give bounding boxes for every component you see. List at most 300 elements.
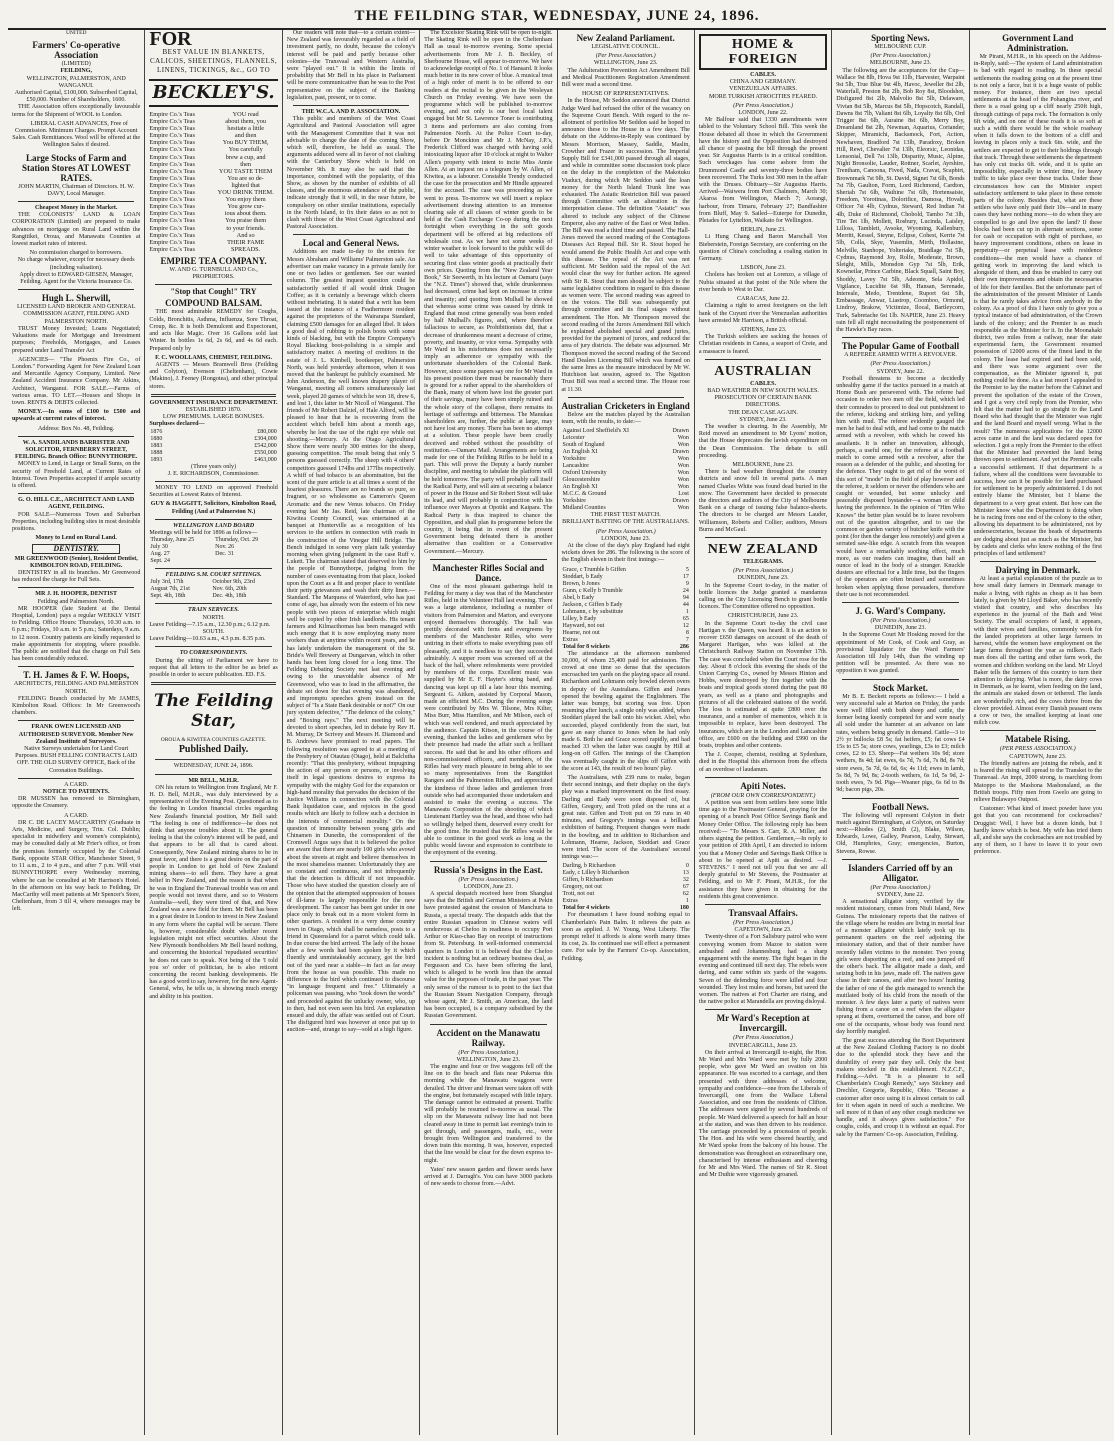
australia-score-row-cell: 67 (682, 884, 689, 891)
fb-notes-title: Football News. (871, 801, 929, 812)
australia-score-row-cell: 62 (682, 891, 689, 898)
card-2: A CARD. (64, 812, 89, 819)
farmers-capital: Authorised Capital, £100,000. Subscribed Capital, £50,000. Number of Shareholders, 1600. (14, 90, 138, 104)
empire-block (149, 111, 277, 253)
cricket-row-cell: Won (677, 484, 689, 491)
published-daily: Published Daily. (178, 744, 249, 756)
wlb-body: Meetings will be held for 1896 as follows— (149, 529, 258, 536)
govt-agent: J. E. RICHARDSON, Commissioner. (167, 470, 260, 477)
prosecution: PROSECUTION OF CERTAIN BANK DIRECTORS. (714, 395, 812, 409)
stevens-death: The J. Cooper, chemist, residing at Sydenham, died in the Hospital this afternoon from the effects of an overdose of laudanum. (698, 752, 828, 773)
england-score-row-cell: 65 (682, 615, 689, 622)
ward-reception-assoc: (Per Press Association.) (733, 1034, 794, 1042)
cricket-row (562, 456, 690, 463)
test-assoc: (Per Press Association.) (595, 527, 656, 535)
lisbon: LISBON, June 23. (740, 265, 786, 272)
chairman: JOHN MARTIN, Chairman of Directors. H. W. DAVY, Local Manager. (18, 183, 135, 197)
surplus-row-cell: £463,000 (254, 456, 277, 463)
england-score-row-cell: 7 (685, 636, 689, 643)
wlb-row-cell: Dec. 31 (215, 551, 234, 558)
ward-co-assoc: (Per Press Association.) (870, 617, 931, 625)
australia-score-row-cell: Giffen, b Richardson (562, 877, 613, 884)
test-total-label: Total for 8 wickets (562, 643, 610, 650)
cricket-row-cell: Yorkshire (562, 456, 586, 463)
money-rural: Money to Lend on Rural Land. (35, 535, 117, 542)
columns (8, 30, 1106, 1435)
column-5 (558, 30, 695, 1435)
money-lend: MONEY to Lend, in Large or Small Sums, on the security of Freehold Land, at Current Rates of Interest. Town Properties accepted if ample security is offered. (12, 461, 141, 489)
matabele-title: Matabele Rising. (1005, 734, 1071, 745)
best-value: BEST VALUE IN BLANKETS, CALICOS, SHEETINGS, FLANNELS, LINENS, TICKINGS, &c., GO TO (150, 48, 278, 74)
cricket-row (562, 477, 690, 484)
empire-tea-line: Empire Co.'s Teas (149, 160, 195, 168)
nzt-title: NEW ZEALAND (707, 541, 819, 557)
empire-tea-line: Empire Co.'s Teas (149, 224, 195, 232)
wlb-row-cell: Thursday, June 25 (150, 537, 195, 544)
england-score-row-cell: 8 (685, 629, 689, 636)
legco-title: LEGISLATIVE COUNCIL. (591, 44, 661, 50)
england-score-row-cell: Hearne, not out (562, 629, 600, 636)
hf-title: HOME & FOREIGN (699, 34, 827, 70)
england-score-row (562, 637, 690, 644)
trust-money: TRUST Money Invested; Loans Negotiated; Valuations made for Mortgage and Investment purposes; Freeholds, Mortgages, and Leases prepared under Land Transfer Act (12, 325, 141, 354)
aussie-total-value: 180 (679, 905, 689, 912)
rifles-title: Manchester Rifles Social and Dance. (432, 562, 545, 583)
surplus-row-cell: 1876 (150, 428, 163, 435)
referee: A REFEREE ARMED WITH A REVOLVER. (844, 352, 957, 359)
cricket-row-cell: Won (677, 463, 689, 470)
berlin-body: Li Hung Chang and Baron Marschall Von Bieberstein, Foreign Secretary, are conferring on the question of China's concluding a coaling station in Germany. (698, 234, 828, 263)
athens-body: The Turkish soldiers are sacking the houses of Christian residents in Canea, a seaport of Crete, and a massacre is feared. (698, 334, 828, 355)
turnbull: W. AND G. TURNBULL AND Co., PROPRIETORS. (169, 266, 258, 281)
farmers-places: WELLINGTON, PALMERSTON, AND WANGANUI. (26, 75, 126, 89)
transvaal-body: Twenty-three of a Fort Salisbury patrol who were conveying women from Mazoe to station were ambushed and Johannesburg had a sharp engagement with the enemy. The fight began in the evening and continued till next day. The rebels were daring, and came within six yards of the wagons. Seven of the defending force were killed and four wounded. They lost mules and horses, but saved the women. The natives at Fort Charter are rising, and the native police at Marandella are proving disloyal. (698, 934, 828, 1006)
house-body: In the House, Mr Seddon announced that District Judge Ward had refused the offer of the vacancy on the Supreme Court Bench. With regard to the re-allotment of portfolios Mr Seddon said he hoped to announce these to the House in a few days. The debate on the Address-in-Reply was continued by Messrs Morrison, Massey, Saddle, Maslin, Crowther and Frazer in succession. The Imperial Supply Bill for £341,000 passed through all stages, and while in committee some discussion took place on the delay in the completion of the Makotuku Viaduct, during which Mr Seddon said the loan money for the North Island Trunk line was exhausted. The Asiatic Restriction Bill was passed through Committee with an alteration in the interpretation clause. The definition "Asiatic" was altered to include any subject of the Chinese Emperor, also any native of the East or West Indies. The Bill was read a third time and passed. The Hall-Jones moved the second reading of the Contagious Diseases Act Repeal Bill. Sir R. Stout hoped he would amend the Public Health Act and cope with this disease. The repeal of the Act was not sufficient. Mr Seddon said the repeal of the Act would clear the way for further action. He agreed with Sir R. Stout that men should be subject to the same legislative conditions in regard to this disease as women were. The second reading was agreed to on the voices. The Bill was subsequently put through committee and its final stages without amendment. The Hon. Mr Thompson moved the second reading of the Jurors Amendment Bill which he explained abolished special and grand juries, provided for the payment of jurors, and reduced the area of jury districts. The debate was adjourned. Mr Thompson moved the second reading of the Second Hand Dealers Licensing Bill which was framed on the same lines as the measure introduced by Mr W. Hutchison last session, agreed to. The Ngatiton Trust Bill was read a second time. The House rose at 11.30. (561, 98, 690, 393)
attendance: The attendance at the afternoon numbered 30,000, of whom 25,400 paid for admission. The crowd at one time so dense that the spectators encroached ten yards on the playing space all round. Richardson and Lohmann only bowled eleven overs in deputy of the Australians. Giffen and Jones opened the bowling against the Englishmen. The latter was bumpy, but scoring was free. Upon resuming after lunch, a single only was added, when Stoddart played the ball onto his wicket. Abel, who succeeded, played confidently from the start, but gave an easy chance to Jones when he had only made 6. Both he and Grace scored rapidly, and had reached 33 when the latter was caught by Hill at long-on off Giffen. The innings of the Champion was eventually caught in the slips off Giffen with the score at 143, the result of two hours' play. (561, 650, 690, 772)
cricket-row (562, 505, 690, 512)
empire-side-text: then (240, 160, 252, 168)
govt-land-title: Government Land Administration. (1002, 33, 1074, 53)
australia-score-row-cell: Extras (562, 898, 578, 905)
cricket-row (562, 428, 690, 435)
court-row-cell: Dec. 4th, 18th (212, 593, 247, 600)
court-row (149, 586, 277, 593)
england-score-row-cell: Jackson, c Giffen b Eady (562, 601, 623, 608)
australia-score-row-cell: 13 (682, 870, 689, 877)
woollams: F. C. WOOLLAMS, CHEMIST, FEILDING. (155, 354, 272, 361)
australia-score-row-cell: Darling, b Richardson (562, 863, 616, 870)
farmers-label: UNITED (65, 30, 87, 36)
apply-direct: Apply direct to EDWARD GIESEN, Manager, Feilding. Agent for the Victoria Insurance Co. (19, 271, 134, 286)
aussie-total-label: Total for 4 wickets (562, 905, 610, 912)
court-title: FEILDING S.M. COURT SITTINGS. (165, 572, 262, 579)
corr-body: During the sitting of Parliament we have to request that all letters to the editor be as brief as possible in order to secure publication. ED. F.S. (149, 657, 278, 678)
sporting-title: Sporting News. (871, 33, 930, 43)
bad-weather: BAD WEATHER IN NEW SOUTH WALES. (707, 387, 819, 394)
colonist-body: THE COLONISTS' LAND & LOAN CORPORATION (Limited) are prepared to make advances on mortgage on Rural Land within the Rangitikei, Oroua, and Manawatu Counties at lowest market rates of interest. (12, 212, 141, 248)
surplus-row-cell: 1893 (150, 456, 163, 463)
empire-tea-line: Empire Co.'s Teas (149, 217, 195, 225)
cricket-row (562, 442, 690, 449)
england-score-row (562, 581, 690, 588)
masthead: THE FEILDING STAR, WEDNESDAY, JUNE 24, 1896. (8, 6, 1106, 30)
england-score-row-cell: 44 (682, 601, 689, 608)
empire-side-text: You grow cur- (227, 203, 264, 211)
empire-tea-line: Empire Co.'s Teas (149, 167, 195, 175)
column-2 (145, 30, 282, 1435)
empire-side-text: You enjoy them (225, 196, 266, 204)
christchurch-place: CHRISTCHURCH, June 23. (727, 613, 799, 620)
hf-place: LONDON, June 22. (738, 110, 788, 117)
empire-lines (149, 111, 213, 253)
farmers-place: FEILDING, (60, 68, 93, 75)
train-north-body: Leave Feilding—7.15 a.m., 12.30 p.m.; 6.12 p.m. (149, 621, 271, 628)
aus-cables: CABLES. (750, 380, 777, 387)
england-score-row (562, 630, 690, 637)
ward-co-place: DUNEDIN, June 23. (874, 625, 926, 632)
surplus-table (149, 429, 277, 464)
england-score-row-cell: Extras (562, 636, 578, 643)
beckleys-title: BECKLEY'S. (149, 79, 277, 107)
court-row (149, 579, 277, 586)
wlb-row-cell: July 30 (150, 544, 168, 551)
sunlight-advt: The great success attending the Boot Department at the New Zealand Clothing Factory is no doubt due to the splendid stock they have and the durability of every pair they sell. Only the best makers stocked in this establishment. N.Z.C.F., Feilding.—Advt. "It is a pleasure to sell Chamberlain's Cough Remedy," says Stickney and Drechler, Gregorie, Republic, Ohio. "Because a customer after once using it is almost certain to call for it when again in need of such a medicine. We sell more of it than of any other cough medicine we handle, and it always gives satisfaction." For coughs, colds, and croup it is without an equal. For sale by the Farmers' Co-op. Association, Feilding. (836, 1037, 965, 1138)
issue-date: WEDNESDAY, JUNE 24, 1896. (173, 763, 254, 770)
england-score-row-cell: Brown, b Jones (562, 580, 600, 587)
england-score-row-cell: 94 (682, 594, 689, 601)
dunedin-body: In the Supreme Court to-day, in the matter of bottle licences the Judge granted a mandamus calling on the City Licensing Bench to grant bottle licences. The Committee offered no opposition. (698, 582, 828, 611)
empire-side-text: YOU TASTE THEM (218, 167, 273, 175)
nzt-assoc: (Per Press Association.) (733, 567, 794, 575)
cricket-row-cell: Won (677, 456, 689, 463)
empire-side-text: lighted that (231, 181, 260, 189)
stop-cough: "Stop that Cough!" TRY (170, 287, 257, 297)
train-south-body: Leave Feilding—10.63 a.m., 4.3 p.m. 8.35 p.m. (149, 636, 266, 643)
australia-score-row (562, 891, 690, 898)
court-row (149, 593, 277, 600)
sydney-place: SYDNEY, June 23. (739, 416, 787, 423)
england-score-row-cell: 12 (682, 622, 689, 629)
cricket-row-cell: South of England (562, 442, 605, 449)
dentistry-label: DENTISTRY. (32, 544, 120, 553)
empire-tea-line: Empire Co.'s Teas (149, 231, 195, 239)
wlb-row-cell: Aug. 27 (150, 551, 170, 558)
islanders-title: Islanders Carried off by an Alligator. (848, 862, 953, 883)
cricket-row (562, 449, 690, 456)
test-total-value: 286 (679, 643, 689, 650)
weather-body: The weather is clearing. In the Assembly, Mr Reid moved an amendment to Mr Lyons' motion, that the House deprecates the lavish expenditure on the Dean Commission. The debate is still proceeding. (698, 423, 828, 459)
empire-tea-line: Empire Co.'s Teas (149, 132, 195, 140)
england-score-row-cell: Grace, c Trumble b Giffen (562, 566, 626, 573)
empire-tea-line: Empire Co.'s Teas (149, 174, 195, 182)
sherwill-title: Hugh L. Sherwill, (41, 293, 111, 304)
cricket-row (562, 470, 690, 477)
england-score-row (562, 609, 690, 616)
cricket-row-cell: An English XI (562, 484, 598, 491)
ward-reception-body: On their arrival at Invercargill to-night, the Hon. Mr Ward and Mrs Ward were met by fully 2000 people, who gave Mr Ward an ovation on his appearance. He was escorted to a carriage, and then presented with three addresses of welcome, sympathy and confidence—one from the Liberals of Invercargill, one from the Wallace Liberal Association, and one from the residents of Clifton. The addresses were signed by several hundreds of people. Mr Ward delivered a speech for half an hour at the station, and was then driven to his residence. The carriage proceeded by a procession of people. The Hon. and his wife were cheered heartily, and Mr Ward spoke from the balcony of his house. The demonstration was throughout an extraordinary one, characterised by intense enthusiasm and cheering for Mr and Mrs Ward. The names of Sir R. Stout and Mr Duthie were vigorously groaned. (698, 1049, 828, 1179)
hf-body: Mr Balfour said that 1330 amendments were tabled to the Voluntary School Bill. This week the House debated all those in which the Government have the history and the Opposition had destroyed all chance of passing the bill through the present year. Sir Augustus Harris is in a critical condition. Such wreckages has come ashore from the Drummond Castle and seventy-three bodies have been recovered. The Turks lost 300 men in the affair with the Druses. Obituary—Sir Augustus Harris. Arrived—Waiwera from Port Chalmers, March 30; Akaroa from Wellington, March 7; Aorangi, harbour, from Timaru, February 27; Bandfashire from Bluff, May 9. Sailed—Euterpe for Dunedin, Pleiades for Lyttelton, Waikato for Wellington. (698, 117, 828, 225)
cricket-intro: Below are the matches played by the Australian team, with the results, to date:— (561, 411, 690, 425)
cricket-row (562, 491, 690, 498)
guy-haggitt: GUY & HAGGITT, Solicitors, Kimbolton Road, Feilding (And at Palmerston N.) (150, 501, 277, 515)
england-score-row (562, 567, 690, 574)
australia-score-row (562, 884, 690, 891)
test-body: At the close of the day's play England had eight wickets down for 286. The following is the score of the English eleven in their first innings:— (561, 542, 690, 564)
lisbon-body: Cholera has broken out at Lorenzo, a village of Nubia situated at that point of the Nile where the river bends to West to Dar. (698, 272, 828, 293)
cricket-row-cell: Won (677, 435, 689, 442)
venezuelan: VENEZUELAN AFFAIRS. (729, 86, 798, 93)
house-title: HOUSE OF REPRESENTATIVES. (582, 91, 670, 98)
empire-side-text: and then (234, 132, 257, 140)
govt-land-body: Mr Pirani, M.H.R., in his speech on the Address-in-Reply, said:—The system of Land administration is bad with regard to roading. In these special settlements the roading going on at the present time is not only a farce, but it is a huge waste of public money. For instance, there are two special settlements at the head of the Pohangina river, and there is a road going up a cliff nearly 250ft high, through cuttings of papa rock. The formation is only 6ft wide, and on one of these roads it is so soft at such a width there would be the whole roadway when it falls down to the bottom of a cliff and leaving in places only a track 6in. wide, and the settlers are expected to get to their holdings through that track. Through these settlements the department has only cut tracks 6ft. wide, and it is quite an impossibility, especially in winter time, for heavy traffic to take place over these tracks. Under these circumstances how can the Minister expect satisfactory settlement to take place in these remote parts of the colony. Besides that, what are these settlers who have only paid their 10s—and in many cases they have nothing more—to do when they are compelled to go and live upon the land? If these blocks had been cut up in alternate sections, some for cash or occupation with right of purchase, so heavy improvement conditions, others on lease in perpetuity—or perpetual lease with residence conditions—the men would have a chance of getting work in improving the land which is alongside of them, and thus be enabled to carry out their own improvements and obtain the necessaries of life for their families. But the unfortunate part of the administration of the present Minister of Lands is that he rarely takes advice from anybody in the colony. As a proof of this I have only to give you a typical instance of bad administration, of the Crown lands of the colony; and the Premier is as much responsible as the Minister for it. In the Moonahaki district, two miles from a railway, near the state experimental farm, the Government resumed possession of 12000 acres of the finest land in the colony. The lease had expired and had been sold, and there was some argument over the compensation, as the Minister ignored it, put nothing could be done. As a last resort I appealed to the Premier to lay the matter before the Cabinet and prevent the spoliation of the estate of the Crown, and I got a very civil reply from the Premier, who felt that the matter had to go straight to the Land Board who had thought that the Minister was right and the land Board and myself wrong. What is the result? The numerous applications for the 12000 acres came in and the land was declared open for selection. I got a reply from the Premier to the effect that the Minister had prevented the land being thrown open to settlement. And yet the Premier calls a successful settlement. If that department is a failure, where all the conditions were favourable to success, how can it be possible for land purchased for settlement to be properly administered. I do not entirely blame the Minister, but I blame the department to a very great extent. But how can the Minister know what the Department is doing when he is racing from one end of the colony to the other, allowing his department to be administered, not by undersecretaries, because the heads of departments are dodging about just as much as the Minister, but by cadets and clerks who know nothing of the first principles of land settlement? (973, 54, 1102, 558)
hf-cables: CABLES. (750, 72, 777, 78)
nzt-sub: TELEGRAMS. (742, 558, 784, 565)
court-row-cell: Sept. 4th, 18th (150, 593, 186, 600)
cricket-row-cell: Won (677, 505, 689, 512)
wlb-table (149, 537, 277, 565)
empire-side-text: You carefully (228, 146, 263, 154)
first-test: THE FIRST TEST MATCH. (590, 512, 661, 519)
hooper-body: MR HOOPER (late Student at the Dental Hospital, London) pays a regular WEEKLY VISIT to Feilding. Office Hours: Thursdays, 10.30 a.m. to 6 p.m.; Fridays, 10 a.m. to 5 p.m.; Saturdays, 9 a.m. to 12 noon. Country patients are kindly requested to make appointments for stopping, where possible. The public are notified that the charge on Full Sets has been considerably reduced. (12, 605, 141, 663)
wca-title: THE W.C.A. AND P. ASSOCIATION. (301, 109, 401, 116)
surplus-row-cell: 1888 (150, 449, 163, 456)
empire-side (214, 111, 278, 253)
train-title: TRAIN SERVICES. (188, 607, 240, 614)
australia-score-row-cell: Gregory, not out (562, 884, 602, 891)
cricket-row-cell: Midland Counties (562, 505, 606, 512)
stock-title: Stock Market. (872, 682, 928, 693)
empire-side-text: ious about them. (224, 210, 267, 218)
surplus-row (149, 450, 277, 457)
accident-place: WELLINGTON, June 23. (456, 1056, 521, 1063)
cricket-row-cell: Lancashire (562, 463, 589, 470)
matabele-body: The friendly natives are joining the rebels, and it is feared the rising will spread to the Transkei to the Transvaal. An impi, 2000 strong, is marching from Matoppo to the Mashona Mashonaland, as the British troops. Fifty men from Gwelo are going to relieve Bulawayo Outpost. (973, 760, 1102, 803)
fb-assoc: (Per Press Association.) (870, 360, 931, 368)
cricket-title: Australian Cricketers in England (561, 400, 690, 411)
empire-side-text: to your friends. (226, 224, 265, 232)
cheapest-money: Cheapest Money in the Market. (34, 205, 118, 212)
england-score-row-cell: Stoddart, b Eady (562, 573, 603, 580)
accident-title: Accident on the Manawatu Railway. (436, 1027, 541, 1048)
melbourne-place: MELBOURNE, June 23. (732, 461, 794, 468)
cricket-row-cell: Drawn (672, 449, 689, 456)
australia-score-row-cell: 1 (685, 898, 689, 905)
aus-title: AUSTRALIAN (714, 363, 812, 379)
cricket-row-cell: An English XI (562, 449, 598, 456)
fb-place: SYDNEY, June 22. (876, 368, 925, 375)
cricket-row-cell: Against Lord Sheffield's XI (562, 428, 629, 435)
russia-assoc: (Per Press Association.) (458, 875, 519, 883)
denmark-title: Dairying in Denmark. (995, 565, 1081, 576)
notice-title: NOTICE TO PATIENTS. (42, 789, 110, 796)
england-score-row-cell: Hayward, not out (562, 622, 605, 629)
column-7 (832, 30, 969, 1435)
column-8 (970, 30, 1106, 1435)
ward-reception-title: Mr Ward's Reception at Invercargill. (716, 1013, 810, 1034)
england-score-row-cell: Abel, b Eady (562, 594, 594, 601)
ward-co-body: In the Supreme Court Mr Hosking moved for the appointment of Mr Cook, of Cook and Gray, as provisional liquidator for the Ward Farmers' Association till July 14th, than the winding up petition will be presented. As there was no opposition it was granted. (836, 632, 965, 675)
star-sub: OROUA & KIWITEA COUNTIES GAZETTE. (160, 737, 267, 744)
australia-score-row-cell: Eady, c Lilley b Richardson (562, 870, 630, 877)
england-score-row (562, 595, 690, 602)
accident-body: The engine and four or five waggons fell off the line on to the beach and flats near Pukerua this morning while the Manawatu waggons were derailed. The driver and fireman were taken off with the engine, but fortunately escaped with little injury. The damage cannot be estimated at present. Traffic will probably be resumed to-morrow as usual. The slip on the Manawatu railway line had not been cleared away in time to permit last evening's train to get through, and passengers, mails, etc., were brought from Wellington and transferred to the down train this morning. It was, however, expected that the line would be clear for the down express to-night. (424, 1064, 553, 1164)
legco-place: WELLINGTON, June 23. (593, 60, 658, 67)
surplus-row (149, 436, 277, 443)
surplus-row (149, 443, 277, 450)
invercargill-place: INVERCARGILL, June 23. (728, 1042, 798, 1049)
james-body: ARCHITECTS, FEILDING AND PALMERSTON NORTH. (13, 681, 139, 695)
empire-tea-line: Empire Co.'s Teas (149, 111, 195, 118)
money-to-lend: MONEY TO LEND on approved Freehold Securities at Lowest Rates of Interest. (149, 484, 278, 499)
empire-side-text: THEIR FAME (227, 238, 265, 246)
england-score-table (562, 567, 690, 644)
christchurch-body: In the Supreme Court to-day the civil case Hartigan v. the Queen, was heard. It is an action to recover £650 damages on account of the death of Margaret Hartigan, who was killed at the Christchurch Railway Station on November 17th. The case was concluded when the Court rose for the day. About 8 o'clock this evening the sheds of the Union Carrying Co., owned by Messrs Hinton and Hobbs, were destroyed by fire together with the boats and tropical goods stored during the past 80 years, as well as a piano and photographs and pictures of all the celebrated stations of the world. The loss is estimated at quite £800 over the insurance, and a number of mementos, which it is impossible to replace, have been destroyed. The insurances, which are in the London and Lancashire office, are £600 on the building and £990 on the boats, trophies and other contents. (698, 620, 828, 750)
local-continued: The Excelsior Skating Rink will be open to-night. The Skating Rink will be open in the Cheltenham Hall as usual to-morrow evening. Some special advertisements from Mr J. B. Beckley, of Sherbourne House, will appear to-morrow. We have to acknowledge receipt of No. 1 of Hansard. It looks much better in its new cover of blue. A musical treat of a high order of merit is to be offered to our readers at the recital to be given in the Wesleyan Church on Friday evening. We have seen the programme which will be published to-morrow evening, and not only is our best local talent engaged but Mr St. Lawrence Toner is contributing 3 items and performers are also coming from Palmerston North. At the Police Court to-day, before Dr Monckton and Mr J. McNay, J.P.'s, Frederick Clifford was charged with having sold intoxicating liquor after 10 o'clock at night to Walter Allen's property with intent to incite Miss Annie Allen. At an inquest on a telegram by W. Allen, of Kiwitea, as a labourer. Constable Trendy conducted the case for the prosecution and Mr Hindle appeared for the accused. The case was proceeding as we went to press. To-morrow we will insert a replace advertisement drawing attention to an immense clearing sale of all classes of winter goods to be held at the Cash Exchange Co-op during the next fortnight when everything in the soft goods department will be offered at big reductions off wholesale cost. As we have not some weeks of winter weather to look forward to the public will do well to take advantage of this opportunity of securing first class winter goods at practically their own prices. Quoting from the "New Zealand Year Book," Sir Seewerth, in his lecture at Oamaru (says the "N.Z. Times") showed that, while drunkenness had decreased, crime had kept on increase in crime and insanity; and quoting from Mulhall he showed that whereas some crime was caused by drink in England that most crime generally was been ended by half Mulhall's figures, and, where therefore fallacious to secure, as Prohibitionists did, that a decrease of drunkenness meant a decrease of crime, poverty, and insanity, or vice versa. Sympathy with Mr Ward in his misfortunes does not necessarily imply an adherence or sympathy with the unfortunate shareholders of the Colonial Bank. However, since some papers say one for Mr Ward in his present position there must be reasonably there is ground for a rather appeal to the shareholders of the Bank, many of whom have lost the greater part of their savings, many have been simply ruined and the whole story of the collapse, there remains its heritage of sufferings and bitterness. The Manukau shareholders are, further, the public at large, may not have lost any money. There has been no attempt at a solution. These people have been cruelly deceived and robbed without the possibility of restitution.—Oamaru Mail. Arrangements are being made for one of the Feilding Rifles to be held in a part. This will prove the Deputy a hardy number discipline, and meeting to tabulate the platform will be held tomorrow. The party will probably call itself the Radical Party, and will aim at securing a balance of power in the House and Sir Robert Stout will take its lead, and will probably in conjunction with his influence over Mayors at Opotiki and Kaipara. The Radical Party is thus inspired to chance the Opposition, and shall plan its programme before the country, it being that in event of the present Government being defeated there is another alternative than coalition or a Conservative Government.—Mercury. (424, 30, 553, 555)
empire-tea-line: Empire Co.'s Teas (149, 118, 195, 126)
liberal-advances: LIBERAL CASH ADVANCES, Free of Commission. Minimum Charges. Prompt Account Sales. Cash Remittances. Wool will be offered at the Wellington Sales if desired. (12, 120, 141, 149)
surplus-note: (Three years only) (191, 463, 237, 470)
england-score-row (562, 623, 690, 630)
sandilands: W. A. SANDILANDS BARRISTER AND SOLICITOR, FERNBERRY STREET, FEILDING. Branch Office: BUNNYTHORPE. (14, 439, 138, 461)
bell-title: MR BELL, M.H.R. (188, 777, 239, 784)
england-score-row (562, 588, 690, 595)
rifles-body: One of the most pleasant gatherings held in Feilding for many a day was that of the Manchester Rifles, held in the Volunteer Hall last evening. There was a large attendance, including a number of visitors from Palmerston and Marton, and everyone enjoyed themselves thoroughly. The hall was prettily decorated with ferns and evergreens by members of the Manchester Rifles, who were untiring in their efforts to make everything pass off pleasantly, and it is needless to say they succeeded admirably. A supper room was screened off at the back of the hall, where refreshments were provided by members of the corps. Excellent music was supplied by Mr E. F. Hayter's string band, and dancing was kept up till a late hour this morning. Sergeant G. Aitken, assisted by Corporal Mason, made an efficient M.C. During the evening songs were contributed by Mrs W. Tilsone, Mrs Kilter, Miss Burr, Miss Hamilton, and Mr Milson, each of which was well rendered, and much appreciated by the audience. Captain Kitson, in the course of the evening, thanked the ladies and gentlemen who by their presence had made the affair such a brilliant success. He said that he and his other officers and non-commissioned officers, and members, of the Rifles had very much pleasure in being able to see so many representatives from the Rangitikei Rangers and the Palmerston Rifles, and appreciated the kindness of those ladies and gentlemen from outside who had accompanied those undertaken and assisted to make the evening a success. The Manawatu Corporation of the shooting of which Lieutenant Hartley was the head, and those who had so willingly helped them, deserved every credit for the good time. He trusted that the Rifles would be able to continue in the good work as long as the public would favour and expression to contribute to the enjoyment of the evening. (424, 583, 553, 857)
surplus-row-cell: £80,000 (257, 428, 277, 435)
maccarthy: DR C. DE LACEY MACCARTHY (Graduate in Arts, Medicine, and Surgery, Trin. Col. Dublin; specialist in midwifery and women's complaints), may be consulted daily at Mr Frier's office, or from the premises formerly occupied by the Colonial Bank, opposite STAR Office, Manchester Street, 9 to 11 a.m., 2 to 4 p.m., and after 7 p.m. Will visit BUNNYTHORPE every Wednesday morning, where he can be consulted at Mr Harrison's Hotel. In the afternoon on his way back to Feilding, Dr MacCarthy will meet patients at Mr Spencer's Store, Cheltenham, from 3 till 4, where messages may be left. (12, 819, 141, 913)
wlb-row-cell: Nov. 26 (215, 544, 235, 551)
england-score-row (562, 602, 690, 609)
england-score-row-cell: Lilley, b Eady (562, 615, 597, 622)
england-score-row-cell: 17 (682, 573, 689, 580)
star-title: The Feilding Star, (153, 691, 274, 732)
compound-balsam: COMPOUND BALSAM. (165, 298, 263, 309)
for-sale: FOR SALE—Numerous Town and Suburban Properties, including building sites in most desirable positions. (12, 511, 141, 532)
agencies: AGENCIES— "The Phoenix Fire Co., of London." Forwarding Agent for New Zealand Loan and Mercantile Agency Company, Limited. New Zealand Accident Insurance Company. Mr Atkins, Architect, Wanganui. FOR SALE.—Farms of various areas. TO LET.—Houses and Shops in town. RENTS & DEBTS collected. (12, 356, 141, 406)
dean-case: THE DEAN CASE AGAIN. (728, 409, 798, 416)
greenwood: MR GREENWOOD (Senior), Resident Dentist, KIMBOLTON ROAD, FEILDING. (14, 555, 138, 569)
james-branch: FEILDING Branch conducted by Mr JAMES, Kimbolton Road. Offices: In Mr Greenwood's chambers. (12, 695, 141, 717)
large-stocks: Large Stocks of Farm and Station Stores AT LOWEST RATES. (22, 152, 131, 183)
farmers-title: Farmers' Co-operative Association (32, 40, 121, 61)
football-title: The Popular Game of Football (841, 341, 960, 352)
apiti-title: Apiti Notes. (740, 780, 786, 791)
wlb-row-cell: Thursday, Oct. 29 (215, 537, 259, 544)
no-charge: No charge whatever, except for necessary deeds (including valuation). (17, 257, 135, 271)
mcup-place: MELBOURNE, June 23. (869, 60, 932, 67)
australia-score-row-cell: 0 (685, 863, 689, 870)
russia-place: LONDON, June 23. (463, 883, 513, 890)
england-score-row-cell: 9 (685, 580, 689, 587)
empire-tea-line: Empire Co.'s Teas (149, 146, 195, 154)
govt-insurance-title: GOVERNMENT INSURANCE DEPARTMENT. (149, 399, 278, 406)
cricket-row-cell: M.C.C. & Ground (562, 491, 607, 498)
surplus-row-cell: 1883 (150, 442, 163, 449)
accident-assoc: (Per Press Association.) (458, 1048, 519, 1056)
england-score-row (562, 574, 690, 581)
dentistry-body: DENTISTRY in all its branches. Mr Greenwood has reduced the charge for Full Sets. (12, 569, 141, 584)
balsam-body: THE most admirable REMEDY for Coughs, Colds, Bronchitis, Asthma, Influenza, Sore Throat, Croup, &c. It is both Demulcent and Expectorant, and acts like Magic. Over 16 Gallons sold last Winter. In bottles 1s 6d, 2s 6d, and 4s 6d each. Prepared only by (149, 309, 278, 352)
fb-body: Football threatens to become a decidedly unhealthy game if the tactics pursued in a match at Home Bush are persevered with. The referee had occasion to order two men off the field, which led their comrades to proceed to deal out punishment to the referee, kicking and striking him, and yelling him with mud. The referee evidently gauged the men he had to deal with, and had come to the match armed with a revolver, with which he cowed his assailants. It is rather an innovation, although, perhaps, a useful one, for the referee at a football match to come armed with a revolver, after the reason as a defender of the public, and shooting for the defence. They ought to get rid of the worst of this sort of "mode" in the field of play however and the referee, it seldom or never the offenders who are caught or wounded, but some unlucky and peaceably disposed bystander—a woman or child having the preference. In the opinion of "Him Who Knows" the better plan would be to leave revolvers out of the question altogether, and to use the common or garden variety of butcher knife with the point (for then the danger less remotely) and given a serrated saw-like edge. A scratch from this weapon would have a remarkably soothing effect, much more, as our readers can imagine, than half an ounce of lead in the body of a stranger. Knuckle dusters are effectual for a little time, but the fingers of the operators are often bruised and sometimes broken when applying those persuaders, therefore their use is not recommended. (836, 375, 965, 598)
matabele-assoc: (PER PRESS ASSOCIATION.) (999, 745, 1076, 753)
govt-premiums: LOW PREMIUMS. LARGE BONUSES. (162, 414, 265, 421)
yates-advt: Yates' new season garden and flower seeds have arrived at J. Darragh's. You can have 3000 packets of new seeds to choose from.—Advt. (424, 1166, 553, 1188)
caracas: CARACAS, June 22. (736, 296, 790, 303)
stock-body: Mr B. E. Beckett reports as follows:— I held a very successful sale at Marton on Friday, the yards were well filled with both sheep and cattle, the former being keenly competed for and were nearly all sold under the hammer at an advance on late rates, wethers being greatly in demand. Cattle—3 to 2½ yr bullocks £8 5s; fat heifers, £5; fat cows £4 15s to £5 5s; store cows, yearlings, £3s to £3; milch cows, £2 to £3. Sheep—Fat wethers 10s 9d; store wethers, 8s 4d; fat ewes, 6s 7d, 7s 6d, 7s 8d, 8s 7d; store ewes, 5s 7d, 6s 6d, 6s; 4s 11d; ewes in lamb, 5s 8d, 7s 9d, 8s; 2-tooth wethers, 6s 1d, 5s 9d, 2-tooth ewes, 7s 9d. Pigs—Weaner pigs, 6s 6d to 8s 9d; bacon pigs, 20s. (836, 693, 965, 794)
local-title: Local and General News. (302, 238, 400, 249)
native-surveys: Native Surveys undertaken for Land Court Purposes. BUSH FELLING CONTRACTS LAID OFF. THE OLD SURVEY OFFICE, Back of the Coronation Buildings. (15, 746, 138, 774)
australia-score-row-cell: 32 (682, 877, 689, 884)
wlb-title: WELLINGTON LAND BOARD (172, 522, 255, 529)
empire-tea-line: Empire Co.'s Teas (149, 189, 195, 197)
cricket-row-cell: Gloucestershire (562, 477, 601, 484)
empire-side-text: SPREADS. (231, 245, 261, 253)
surplus-row-cell: £304,000 (254, 435, 277, 442)
train-south: SOUTH. (202, 628, 225, 635)
empire-side-text: YOU read (232, 111, 259, 118)
mussen: DR MUSSEN has removed to Birmingham, opposite the Creamery. (12, 796, 141, 810)
fb-notes-body: The following will represent Colyton in their match against Birmingham, at Colyton, on Saturday next:—Rhodes (2), Smith (2), Blake, Wilson, Edwards, Lowe, Galley, Pearson, Leahy, Stewart, Old, Humphries, Gray; emergencies, Burton, Stevens, Rowse. (836, 812, 965, 855)
empire-tea-line: Empire Co.'s Teas (149, 125, 195, 133)
england-score-row-cell: 5 (685, 566, 689, 573)
empire-side-text: You BUY THEM, (222, 139, 269, 147)
brilliant-batting: BRILLIANT BATTING OF THE AUSTRALIANS. (562, 519, 690, 526)
empire-tea-co: EMPIRE TEA COMPANY. (160, 255, 267, 266)
empire-tea-line: Empire Co.'s Teas (149, 153, 195, 161)
empire-tea-line: Empire Co.'s Teas (149, 245, 195, 253)
england-score-row-cell: 1 (685, 608, 689, 615)
apiti-body: A petition was sent from settlers here some little time ago to the Postmaster General, praying for the opening of a branch Post Office Savings Bank and Money Order Office. The following reply has been received:— "To Messrs S. Carr, R. A. Miller, and others signing the petition. Gentlemen,—In reply to your petition of 20th April, I am directed to inform you that a Money Order and Savings Bank Office is about to be opened at Apiti as desired. —J. STEVENS." I need not tell you that we are all deeply grateful to Mr Stevens, the Postmaster at Feilding, and to Mr F. Pirani, M.H.R., for the assistance they have given in obtaining for the residents this great convenience. (698, 800, 828, 900)
james-title: T. H. James & F. W. Hoops, (23, 670, 130, 681)
balsam-agents: AGENTS — Messrs Bramwell Bros (Feilding and Colyton), Evenson (Cheltenham), Cowie (Makino), J. Feeney (Rongotea), and other principal stores. (149, 361, 278, 390)
empire-tea-line: Empire Co.'s Teas (149, 196, 195, 204)
test-place: LONDON, June 23. (601, 535, 651, 542)
hill-architect: G. O. HILL C.E., ARCHITECT AND LAND AGENT, FEILDING. (18, 497, 135, 511)
empire-side-text: YOU DRINK THEM. (217, 189, 274, 197)
local-body: Additions are made to-day to the entries for Messrs Abraham and Williams' Palmerston sale. An advertiser can make vacancy in a private family for one or two ladies or gentlemen. See our wanted column. The greatest inquest question could be satisfactorily settled if all would drink Dragon Coffee; as it is certainly a beverage which cheers without inebriating. It is stated that a writ has been issued at the instance of a Feathermore resident against the proprietors of the Wairarapa Standard, claiming £500 damages for an alleged libel. It takes a good deal of rubbing to polish boots with some kinds of blacking, but with the Empire Company's Royal Blacking boot-polishing is a simple and satisfactory matter. A meeting of creditors in the estate of J. L. Kimbell, bootkeeper, Palmerston North, was held yesterday afternoon, when it was moved that the bankrupt be publicly examined. Mr John Anderson, the well known drapery player of Wanganui, meeting all comers simultaneously last week, played 20 games of which he won 18, drew 6, and lost 1, this latter to Mr Nicoll of Wanganui. The friends of Mr Robert Dalziel, of Hale Alford, will be pleased to hear that he is recovering from the accident which befell him about a month ago, whereby he lost the use of the right eye while out shooting.—Mercury. At the Otago Agricultural Show there were nearly 300 entries for the sheep, guessing competition. The result being that only 5 persons guessed correctly. The sheep with 4 others' competitors guessed 174lbs and 177lbs respectively. A whiff of bad tobacco is an abomination, but the scent of the pure article is at all times a scent of the hoariest pleasures. There are no brands so pure, so fragrant, or so wholesome as Cameron's Queen Aromatic and the new Venus tobacco. On Friday evening last Mr Jas. Reid, late chairman of the Kiwitea County Council, was entertained at a banquet at Hunterville as a recognition of his services to the settlers in connection with roads in the construction of the Vinegar Hill Bridge. The Bench indulged in some very plain talk yesterday morning when giving judgment in the case Ruff v. Lukett. The chairman stated that deserved to him by the people of Bunnythorpe, judging from the number of cases eventuating from that place, looked upon the Court as a fit and proper place to ventilate their petty grievances and wash their dirty linen.—Standard. The Marquess of Waterford, who has just come of age, has already won the esteem of his new people with two pieces of enterprise which might well be copied by other Irish landlords. His tenant farmers and Kilmacthomas has been managed with such energy that it is now employing many more workers than at anytime within recent years, and he has lately undertaken the management of the St. Bride's Well Brewery at Dungarvan, which in other hands has been long closed for a long time. The Feilding Debating Society met last evening and owing to the unavoidable absence of Mr Greenwood, who was to lead in the affirmative, the debate set down for that evening was abandoned, and impromptu speeches given instead on the subject of "Is a State Bank desirable or not?" On our jury system defective," "The defence of the colony," and "Boxing rays." The next meeting will be devoted to short speeches, led in debate by Rev H. M. Murray, Dr Scrivey and Messrs H. Diamond and B. Andrews have promised to read papers. The following resolution was agreed to at a meeting of the Presbytery of Otautau (Otago), held at Balclutha recently: "That this presbytery, without impugning the action of any person or persons, or involving itself in legal questions desires to express its sympathy with the mighty God for the expansion or high-hand morality that pervades the decision of the Justice Williams in connection with the Colonial Bank liquidation case, and rejoices in the good results which are likely to follow such a decision in the interests of commercial morality." On the question of immorality between young girls and Chinamen in Dunedin, the correspondent of the Cromwell Argus says that it is believed the police are aware that there are nearly 100 girls who avowd about the streets at night and believe themselves in the most shameless manner. Unfortunately they are so constant and continuous, and not infrequently that the detection is difficult if not impossible. Those who have studied the question closely are of the opinion that the attempted suppression of houses of ill-fame is largely responsible for the new development. The cancer has been got under in one place only to break out in a more violent form in other quarters. A resident in a very dense country town in Otago, which shall be nameless, posts to a friend in Queensland for a parrot which could talk. In due course the bird arrived. The lady of the house after a few words had been spoken by it which fluently and unmistakeably accuracy, got the bird out of the yard near a stable—in fact as far away from the house as was possible. This made no difference to the bird which continued to discourse "in language frequent and free." Ultimately a policeman was passing, who "took down the words" and proceeded against the unlucky owner, who, up to then, had not even seen his bird. An explanation ensued and duly, the affair was settled out of Court. The disfigured bird was however at once put up to auction—and, strange to say—sold at a high figure. (286, 249, 416, 1034)
apiti-from: (FROM OUR OWN CORRESPONDENT.) (710, 791, 816, 799)
no-commission: No commission charged to borrowers. (29, 250, 123, 257)
england-score-row-cell: 24 (682, 587, 689, 594)
china-germany: CHINA AND GERMANY. (729, 79, 797, 86)
money-sums: MONEY.—In sums of £100 to £500 and upwards at current rates of interest. (12, 409, 141, 423)
empire-tea-line: Empire Co.'s Teas (149, 139, 195, 147)
legco-body: The Adulteration Prevention Act Amendment Bill and Medical Practitioners Registration Amendment Bill were read a second time. (561, 67, 690, 89)
wca-body: This public and members of the West Coast Agricultural and Pastoral Association will agree with the Management Committee that it was not advisable to change the date of the coming Show, which will, therefore, be held as usual. The arguments adduced were all in favor of not clashing with the Canterbury Show which is held on November 9th. It may also be said that the importance, combined with the popularity, of this Show, as shown by the number of exhibits of all classes, and the enormous attendance of the public, indicate strongly that it will, in the near future, be compulsory on other similar institutions, especially in the North Island, to fix their dates so as not to clash with those of the West Coast Agricultural and Pastoral Association. (286, 116, 416, 231)
empire-side-text: about them, you (225, 118, 267, 126)
cricket-row-cell: Drawn (672, 498, 689, 505)
athens: ATHENS, June 23. (739, 326, 787, 333)
capetown-place: CAPETOWN, June 23. (734, 927, 792, 934)
turkish: MORE TURKISH ATROCITIES FEARED. (708, 93, 818, 100)
melbourne-body: There is bad weather throughout the country districts and snow fell in several parts. A man named Charles White was found dead buried in the snow. The Government have decided to prosecute the directors and auditors of the City of Melbourne Bank on a charge of issuing false balance-sheets. The directors to be charged are Messrs Lauder, Williamson, Roberts and Collier; auditors, Messrs Burns and McGaul. (698, 469, 828, 533)
cricket-row-cell: Oxford University (562, 470, 607, 477)
sherwill-body: LICENSED LAND BROKER AND GENERAL COMMISSION AGENT, FEILDING AND PALMERSTON NORTH. (16, 304, 136, 325)
column-3 (283, 30, 420, 1435)
dunedin-place: DUNEDIN, June 23. (737, 575, 789, 582)
surplus-row-cell: £542,000 (254, 442, 277, 449)
australia-score-table (562, 863, 690, 905)
farmers-body: THE Association offers exceptionally favourable terms for the Shipment of WOOL to London. (12, 104, 141, 118)
australia-score-row (562, 863, 690, 870)
wlb-row-cell: Sept. 24 (150, 558, 171, 565)
wlb-row (149, 558, 277, 565)
melbourne-cup: MELBOURNE CUP. (874, 44, 927, 50)
hooper-title: MR J. H. HOOPER, DENTIST (35, 591, 118, 598)
australia-score-row (562, 898, 690, 905)
matabele-place: CAPETOWN, June 23. (1009, 753, 1067, 760)
islanders-body: A sensational alligator story, verified by the resident missionary, comes from Niuli Island, New Guinea. The missionary reports that the natives of the village where he resides are living in mortal fear of a monster alligator which lately took up its permanent quarters on the reef adjoining the missionary station, and that of their number have recently fallen victims to the monster. Two young girls were disporting on a reef, and one jumped off the other's back. The alligator made a dash, and seizing both in his jaws, made off. The natives gave chase in their canoes, and after two hours' hunting the father of one of the girls managed to wrench the mutilated body of his child from the mouth of the monster. A few days later a party of natives were fishing from a canoe on a reef when the alligator sprang at them, overturned the canoe, and bore off one of the occupants, whose body was found next day horribly mangled. (836, 899, 965, 1035)
bell-continued: Our readers will note that—to a certain extent—New Zealand was favourably regarded as a field of investment partly, no doubt, because the colony's interest will be paid and partly because other colonies—the Transvaal and Western Australia, were "played out." It is within the limits of probability that Mr Bell in his place in Parliament will be more communicative than he was to the Post representative on the subject of the Banking legislation, past, present, or to come. (286, 30, 416, 101)
